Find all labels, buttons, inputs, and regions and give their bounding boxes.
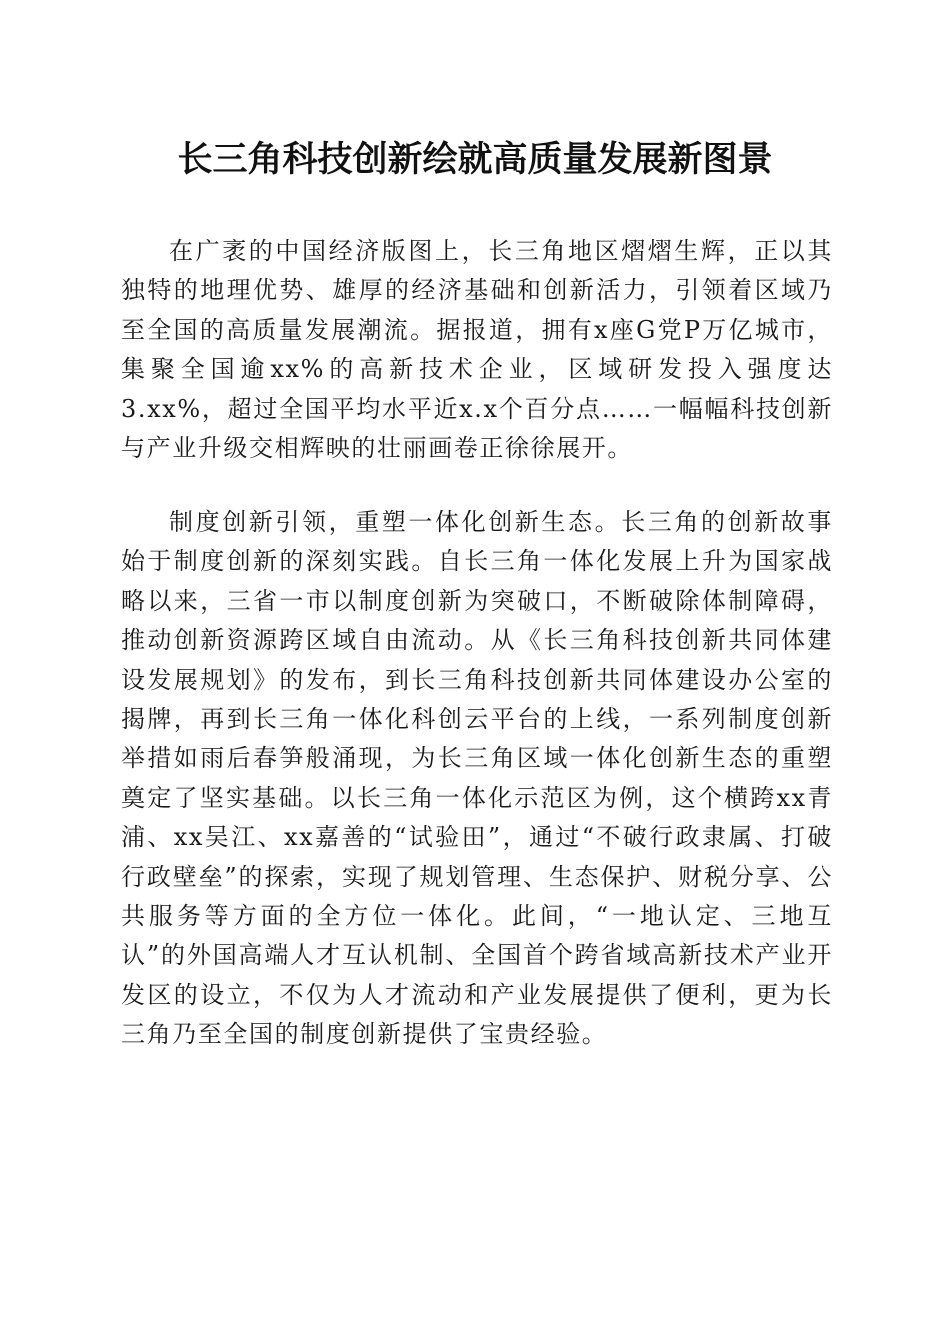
paragraph-intro: 在广袤的中国经济版图上，长三角地区熠熠生辉，正以其独特的地理优势、雄厚的经济基础和创新活力，引领着区域乃至全国的高质量发展潮流。据报道，拥有x座G党P万亿城市，集聚全国逾xx%的高新技术企业，区域研发投入强度达3.xx%，超过全国平均水平近x.x个百分点……一幅幅科技创新与产业升级交相辉映的壮丽画卷正徐徐展开。	[121, 237, 833, 463]
document-title: 长三角科技创新绘就高质量发展新图景	[177, 139, 773, 180]
paragraph-institutional-innovation: 制度创新引领，重塑一体化创新生态。长三角的创新故事始于制度创新的深刻实践。自长三角一体化发展上升为国家战略以来，三省一市以制度创新为突破口，不断破除体制障碍，推动创新资源跨区域自由流动。从《长三角科技创新共同体建设发展规划》的发布，到长三角科技创新共同体建设办公室的揭牌，再到长三角一体化科创云平台的上线，一系列制度创新举措如雨后春笋般涌现，为长三角区域一体化创新生态的重塑奠定了坚实基础。以长三角一体化示范区为例，这个横跨xx青浦、xx吴江、xx嘉善的“试验田”，通过“不破行政隶属、打破行政壁垒”的探索，实现了规划管理、生态保护、财税分享、公共服务等方面的全方位一体化。此间，“一地认定、三地互认”的外国高端人才互认机制、全国首个跨省域高新技术产业开发区的设立，不仅为人才流动和产业发展提供了便利，更为长三角乃至全国的制度创新提供了宝贵经验。	[121, 508, 833, 1049]
